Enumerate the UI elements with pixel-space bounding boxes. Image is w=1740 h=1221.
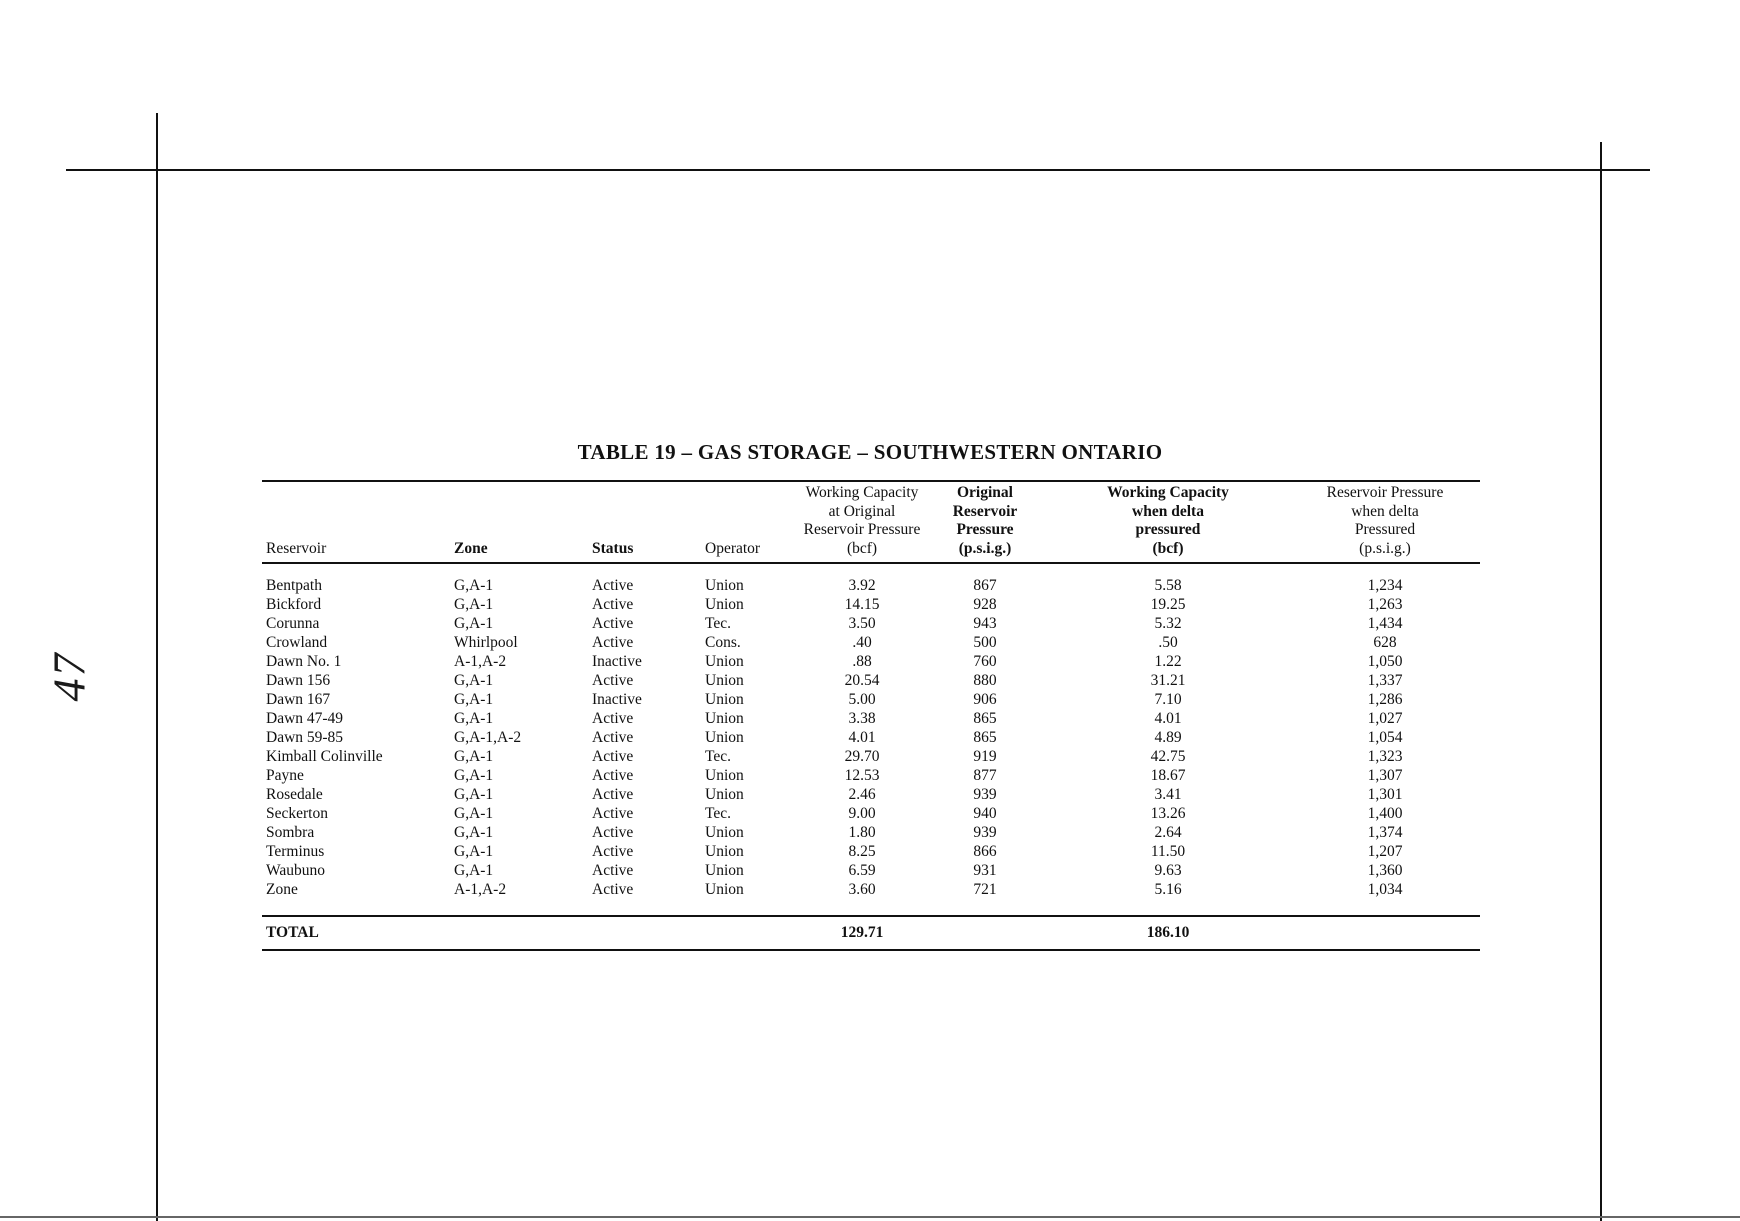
cell-status: Active	[592, 824, 634, 841]
cell-working-capacity-delta: 13.26	[1150, 805, 1186, 822]
cell-operator: Union	[705, 691, 744, 708]
cell-reservoir: Rosedale	[266, 786, 323, 803]
table-row	[262, 633, 1480, 652]
col-reservoir: Reservoir	[266, 539, 327, 557]
cell-working-capacity-delta: 3.41	[1154, 786, 1182, 803]
table-row	[262, 880, 1480, 899]
cell-working-capacity: .88	[852, 653, 872, 670]
cell-zone: G,A-1	[454, 805, 494, 822]
cell-reservoir-pressure-delta: 628	[1373, 634, 1397, 651]
cell-reservoir: Dawn 59-85	[266, 729, 344, 746]
cell-working-capacity-delta: 5.32	[1154, 615, 1182, 632]
cell-status: Inactive	[592, 653, 642, 670]
cell-status: Active	[592, 672, 634, 689]
cell-reservoir: Waubuno	[266, 862, 326, 879]
gas-storage-table	[262, 480, 1480, 951]
cell-reservoir-pressure-delta: 1,307	[1367, 767, 1403, 784]
cell-reservoir-pressure-delta: 1,400	[1367, 805, 1403, 822]
cell-operator: Tec.	[705, 805, 732, 822]
cell-working-capacity-delta: 4.89	[1154, 729, 1182, 746]
cell-working-capacity-delta: 31.21	[1150, 672, 1186, 689]
cell-operator: Union	[705, 653, 744, 670]
cell-zone: G,A-1	[454, 862, 494, 879]
cell-original-pressure: 500	[973, 634, 997, 651]
cell-working-capacity-delta: 5.58	[1154, 577, 1182, 594]
cell-working-capacity: 3.38	[848, 710, 876, 727]
cell-reservoir: Dawn 47-49	[266, 710, 344, 727]
col-status: Status	[592, 539, 634, 557]
right-margin-line	[1600, 142, 1602, 1221]
table-row	[262, 690, 1480, 709]
cell-original-pressure: 865	[973, 710, 997, 727]
cell-reservoir-pressure-delta: 1,374	[1367, 824, 1403, 841]
cell-reservoir-pressure-delta: 1,027	[1367, 710, 1403, 727]
table-row	[262, 652, 1480, 671]
cell-operator: Tec.	[705, 615, 732, 632]
cell-original-pressure: 939	[973, 824, 997, 841]
table-body	[262, 564, 1480, 915]
cell-working-capacity: 4.01	[848, 729, 876, 746]
cell-zone: G,A-1	[454, 786, 494, 803]
cell-status: Active	[592, 786, 634, 803]
cell-reservoir-pressure-delta: 1,286	[1367, 691, 1403, 708]
cell-reservoir-pressure-delta: 1,434	[1367, 615, 1403, 632]
cell-reservoir-pressure-delta: 1,234	[1367, 577, 1403, 594]
cell-working-capacity-delta: 11.50	[1150, 843, 1186, 860]
table-row	[262, 766, 1480, 785]
cell-operator: Union	[705, 786, 744, 803]
cell-operator: Union	[705, 843, 744, 860]
cell-original-pressure: 931	[973, 862, 997, 879]
cell-reservoir: Zone	[266, 881, 298, 898]
cell-zone: G,A-1	[454, 596, 494, 613]
cell-zone: G,A-1	[454, 577, 494, 594]
cell-original-pressure: 877	[973, 767, 997, 784]
cell-original-pressure: 939	[973, 786, 997, 803]
table-row	[262, 576, 1480, 595]
table-header	[262, 482, 1480, 562]
top-rule	[66, 169, 1650, 171]
cell-reservoir-pressure-delta: 1,263	[1367, 596, 1403, 613]
cell-zone: G,A-1	[454, 767, 494, 784]
col-working-capacity: Working Capacity at Original Reservoir Pressure (bcf)	[803, 484, 921, 557]
cell-operator: Cons.	[705, 634, 741, 651]
table-row	[262, 595, 1480, 614]
cell-reservoir: Dawn 156	[266, 672, 331, 689]
cell-working-capacity: 29.70	[844, 748, 880, 765]
cell-operator: Tec.	[705, 748, 732, 765]
cell-status: Active	[592, 596, 634, 613]
cell-operator: Union	[705, 767, 744, 784]
cell-working-capacity: 3.60	[848, 881, 876, 898]
table-title: TABLE 19 – GAS STORAGE – SOUTHWESTERN ONTARIO	[577, 440, 1163, 464]
cell-original-pressure: 940	[973, 805, 997, 822]
cell-working-capacity-delta: 19.25	[1150, 596, 1186, 613]
cell-reservoir: Seckerton	[266, 805, 328, 822]
table-row	[262, 804, 1480, 823]
cell-status: Active	[592, 881, 634, 898]
cell-zone: G,A-1	[454, 748, 494, 765]
cell-zone: A-1,A-2	[454, 653, 507, 670]
table-row	[262, 842, 1480, 861]
cell-reservoir: Sombra	[266, 824, 315, 841]
cell-reservoir: Bickford	[266, 596, 322, 613]
cell-working-capacity: 12.53	[844, 767, 880, 784]
cell-original-pressure: 906	[973, 691, 997, 708]
cell-reservoir-pressure-delta: 1,337	[1367, 672, 1403, 689]
col-reservoir-pressure-delta: Reservoir Pressure when delta Pressured (p.s.i.g.)	[1326, 484, 1444, 557]
cell-original-pressure: 866	[973, 843, 997, 860]
cell-operator: Union	[705, 672, 744, 689]
total-row	[262, 917, 1480, 949]
cell-reservoir-pressure-delta: 1,207	[1367, 843, 1403, 860]
cell-working-capacity: 9.00	[848, 805, 876, 822]
cell-status: Active	[592, 843, 634, 860]
table-row	[262, 614, 1480, 633]
cell-working-capacity: 2.46	[848, 786, 876, 803]
table-row	[262, 671, 1480, 690]
cell-working-capacity-delta: 42.75	[1150, 748, 1186, 765]
cell-zone: G,A-1	[454, 710, 494, 727]
table-row	[262, 728, 1480, 747]
cell-reservoir: Terminus	[266, 843, 325, 860]
cell-working-capacity-delta: .50	[1158, 634, 1178, 651]
cell-zone: G,A-1	[454, 824, 494, 841]
cell-status: Active	[592, 748, 634, 765]
cell-operator: Union	[705, 596, 744, 613]
cell-working-capacity-delta: 5.16	[1154, 881, 1182, 898]
table-row	[262, 785, 1480, 804]
cell-working-capacity-delta: 7.10	[1154, 691, 1182, 708]
cell-working-capacity: 3.92	[848, 577, 876, 594]
cell-zone: G,A-1,A-2	[454, 729, 522, 746]
cell-reservoir: Dawn 167	[266, 691, 331, 708]
cell-reservoir: Dawn No. 1	[266, 653, 342, 670]
cell-reservoir-pressure-delta: 1,050	[1367, 653, 1403, 670]
cell-reservoir-pressure-delta: 1,301	[1367, 786, 1403, 803]
col-zone: Zone	[454, 539, 488, 557]
cell-original-pressure: 867	[973, 577, 997, 594]
bottom-rule	[0, 1216, 1740, 1218]
cell-status: Active	[592, 710, 634, 727]
cell-working-capacity: 1.80	[848, 824, 876, 841]
cell-status: Active	[592, 767, 634, 784]
cell-status: Inactive	[592, 691, 642, 708]
cell-original-pressure: 865	[973, 729, 997, 746]
cell-original-pressure: 943	[973, 615, 997, 632]
total-working-capacity-delta: 186.10	[1146, 924, 1190, 941]
table-row	[262, 823, 1480, 842]
cell-working-capacity: 14.15	[844, 596, 880, 613]
table-row	[262, 861, 1480, 880]
cell-reservoir-pressure-delta: 1,360	[1367, 862, 1403, 879]
cell-status: Active	[592, 729, 634, 746]
cell-operator: Union	[705, 862, 744, 879]
cell-original-pressure: 760	[973, 653, 997, 670]
cell-working-capacity-delta: 9.63	[1154, 862, 1182, 879]
cell-working-capacity: 3.50	[848, 615, 876, 632]
cell-reservoir: Bentpath	[266, 577, 322, 594]
cell-working-capacity-delta: 2.64	[1154, 824, 1182, 841]
cell-zone: Whirlpool	[454, 634, 518, 651]
cell-working-capacity: 6.59	[848, 862, 876, 879]
cell-working-capacity: 5.00	[848, 691, 876, 708]
page-number: 47	[43, 651, 95, 702]
cell-status: Active	[592, 615, 634, 632]
cell-zone: G,A-1	[454, 672, 494, 689]
col-working-capacity-delta: Working Capacity when delta pressured (bcf)	[1107, 484, 1229, 557]
cell-operator: Union	[705, 824, 744, 841]
cell-operator: Union	[705, 729, 744, 746]
cell-reservoir-pressure-delta: 1,054	[1367, 729, 1403, 746]
cell-zone: G,A-1	[454, 615, 494, 632]
cell-reservoir: Kimball Colinville	[266, 748, 383, 765]
table-row	[262, 709, 1480, 728]
cell-operator: Union	[705, 710, 744, 727]
left-margin-line	[156, 113, 158, 1221]
cell-working-capacity: .40	[852, 634, 872, 651]
cell-reservoir: Corunna	[266, 615, 320, 632]
cell-reservoir: Crowland	[266, 634, 328, 651]
total-working-capacity: 129.71	[840, 924, 884, 941]
cell-reservoir: Payne	[266, 767, 304, 784]
cell-working-capacity-delta: 1.22	[1154, 653, 1182, 670]
cell-zone: G,A-1	[454, 691, 494, 708]
cell-original-pressure: 928	[973, 596, 997, 613]
cell-operator: Union	[705, 577, 744, 594]
cell-working-capacity-delta: 4.01	[1154, 710, 1182, 727]
cell-zone: A-1,A-2	[454, 881, 507, 898]
cell-original-pressure: 880	[973, 672, 997, 689]
cell-zone: G,A-1	[454, 843, 494, 860]
cell-working-capacity-delta: 18.67	[1150, 767, 1186, 784]
cell-status: Active	[592, 805, 634, 822]
cell-working-capacity: 20.54	[844, 672, 880, 689]
cell-original-pressure: 919	[973, 748, 997, 765]
cell-status: Active	[592, 634, 634, 651]
cell-reservoir-pressure-delta: 1,034	[1367, 881, 1403, 898]
total-label: TOTAL	[266, 924, 319, 941]
cell-operator: Union	[705, 881, 744, 898]
col-operator: Operator	[705, 539, 761, 557]
cell-original-pressure: 721	[973, 881, 997, 898]
table-row	[262, 747, 1480, 766]
cell-status: Active	[592, 577, 634, 594]
col-original-pressure: Original Reservoir Pressure (p.s.i.g.)	[952, 484, 1018, 557]
cell-status: Active	[592, 862, 634, 879]
total-bottom-rule	[262, 949, 1480, 951]
cell-working-capacity: 8.25	[848, 843, 876, 860]
cell-reservoir-pressure-delta: 1,323	[1367, 748, 1403, 765]
